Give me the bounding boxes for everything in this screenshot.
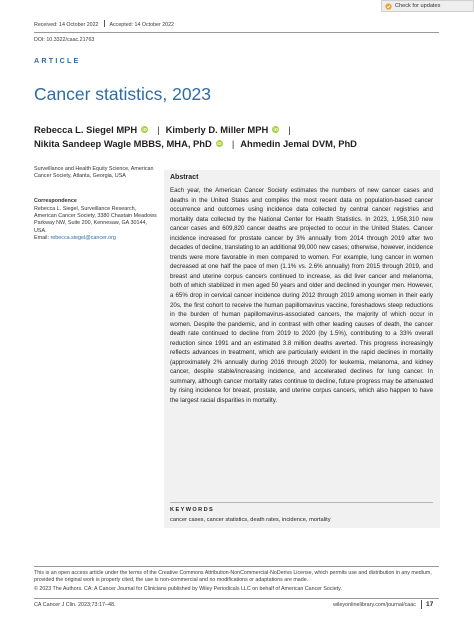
page-number: 17 [426,601,434,608]
check-for-updates-badge[interactable] [381,0,474,12]
keywords-divider [170,502,433,503]
license-text: This is an open access article under the terms of the Creative Commons Attribution-NonCommercial-NoDerivs License, which permits use and distribution in any medium, provided the original work is properly cited, the use is non-commercial and no modifications or adaptations are made. [34,570,432,584]
footer-divider [34,598,439,599]
doi[interactable]: DOI: 10.3322/caac.21763 [34,37,95,43]
orcid-icon[interactable]: iD [273,127,278,132]
correspondence-details [34,206,158,242]
author-name[interactable]: Nikita Sandeep Wagle MBBS, MHA, PhD [34,138,212,149]
header-divider [34,32,439,33]
correspondence-address: Rebecca L. Siegel, Surveillance Research, American Cancer Society, 3380 Chastain Meadows Parkway NW, Suite 200, Kennesaw, GA 30144, USA. [34,206,157,234]
orcid-icon[interactable]: iD [142,127,147,132]
page-separator [421,600,422,609]
email-link[interactable]: rebecca.siegel@cancer.org [50,234,116,241]
author-separator: | [288,124,291,135]
author-line-1 [34,124,297,135]
received-accepted-line [34,20,174,28]
author-name[interactable]: Rebecca L. Siegel MPH [34,124,138,135]
affiliation: Surveillance and Health Equity Science, American Cancer Society, Atlanta, Georgia, USA [34,166,154,180]
author-name[interactable]: Ahmedin Jemal DVM, PhD [240,138,357,149]
accepted-date: Accepted: 14 October 2022 [109,22,174,28]
check-updates-label: Check for updates [395,3,441,9]
correspondence-heading: Correspondence [34,198,77,204]
keywords-heading: KEYWORDS [170,507,215,513]
author-separator: | [231,138,235,149]
check-updates-icon [385,3,392,10]
author-separator: | [157,124,160,135]
article-type-label: ARTICLE [34,56,81,65]
journal-website-link[interactable]: wileyonlinelibrary.com/journal/caac [333,602,416,608]
copyright-text: © 2023 The Authors. CA: A Cancer Journal for Clinicians published by Wiley Periodicals LLC on behalf of American Cancer Society. [34,586,342,592]
abstract-body: Each year, the American Cancer Society estimates the numbers of new cancer cases and deaths in the United States and compiles the most recent data on population-based cancer occurrence and outcomes using incidence data collected by central cancer registries and mortality data collected by the National Center for Health Statistics. In 2023, 1,958,310 new cancer cases and 609,820 cancer deaths are projected to occur in the United States. Cancer incidence increased for prostate cancer by 3% annually from 2014 through 2019 after two decades of decline, translating to an additional 99,000 new cases; otherwise, however, incidence trends were more favorable in men compared to women. For example, lung cancer in women decreased at one half the pace of men (1.1% vs. 2.6% annually) from 2015 through 2019, and breast and uterine corpus cancers continued to increase, as did liver cancer and melanoma, both of which stabilized in men aged 50 years and older and declined in younger men. However, a 65% drop in cervical cancer incidence during 2012 through 2019 among women in their early 20s, the first cohort to receive the human papillomavirus vaccine, foreshadows steep reductions in the burden of human papillomavirus-associated cancers, the majority of which occur in women. Despite the pandemic, and in contrast with other leading causes of death, the cancer death rate continued to decline from 2019 to 2020 (by 1.5%), contributing to a 33% overall reduction since 1991 and an estimated 3.8 million deaths averted. This progress increasingly reflects advances in treatment, which are particularly evident in the rapid declines in mortality (approximately 2% annually during 2016 through 2020) for leukemia, melanoma, and kidney cancer, despite stable/increasing incidence, and accelerated declines for lung cancer. In summary, although cancer mortality rates continue to decline, future progress may be attenuated by rising incidence for breast, prostate, and uterine corpus cancers, which also happen to have the largest racial disparities in mortality. [170,187,433,405]
license-divider [34,566,439,567]
orcid-icon[interactable]: iD [217,141,222,146]
author-name[interactable]: Kimberly D. Miller MPH [165,124,269,135]
paper-title: Cancer statistics, 2023 [34,84,212,104]
email-label: Email: [34,234,49,241]
received-date: Received: 14 October 2022 [34,22,99,28]
author-line-2 [34,138,357,149]
abstract-heading: Abstract [170,174,199,181]
keywords-list: cancer cases, cancer statistics, death rates, incidence, mortality [170,517,331,523]
separator [104,20,105,27]
journal-citation: CA Cancer J Clin. 2023;73:17–48. [34,602,116,608]
